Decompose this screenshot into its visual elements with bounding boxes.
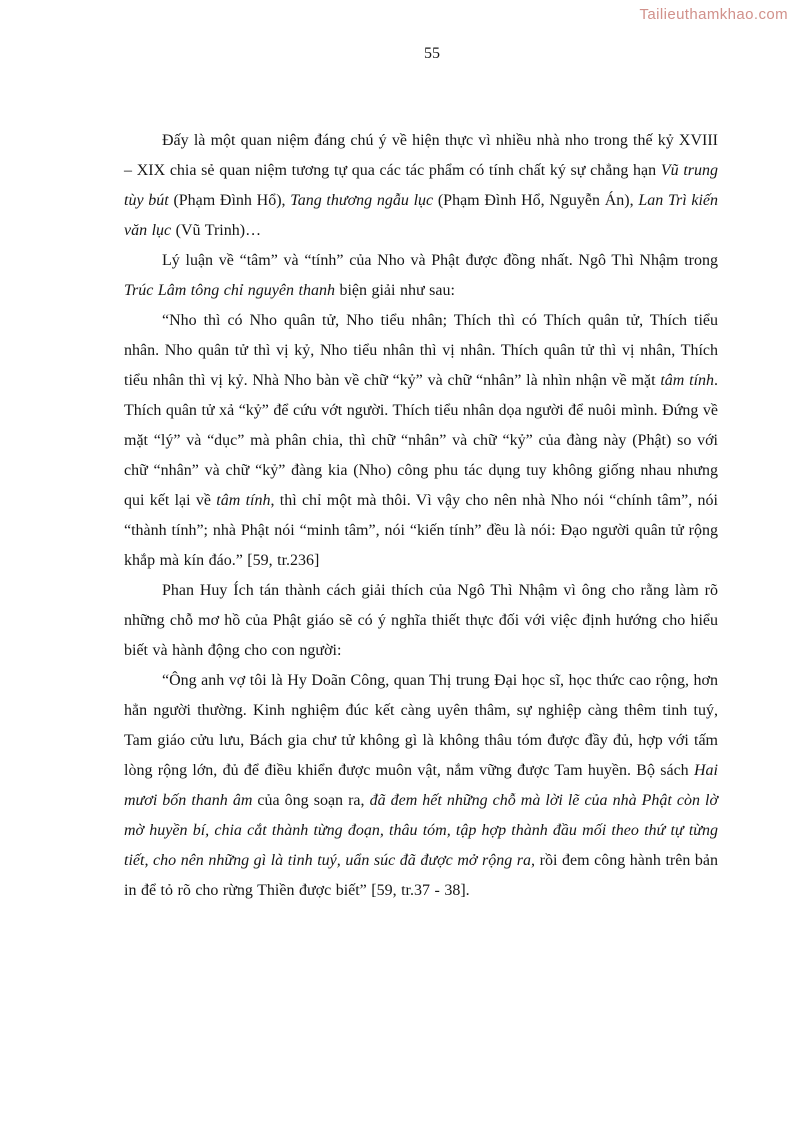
italic-text-run: Tang thương ngẫu lục	[290, 192, 434, 209]
text-run: Đấy là một quan niệm đáng chú ý về hiện thực vì nhiều nhà nho trong thế kỷ XVIII – XIX chia sẻ quan niệm tương tự qua các tác phẩm có tính chất ký sự chẳng hạn	[124, 132, 718, 179]
italic-text-run: Hai mươi bốn thanh âm	[124, 762, 718, 809]
italic-text-run: Trúc Lâm tông chỉ nguyên thanh	[124, 282, 335, 299]
italic-text-run: Lan Trì kiến văn lục	[124, 192, 719, 239]
paragraph	[124, 126, 718, 246]
text-run: (Phạm Đình Hổ),	[168, 192, 291, 209]
italic-text-run: tâm tính	[660, 372, 715, 389]
paragraph	[124, 666, 718, 906]
italic-text-run: đã đem hết những chỗ mà lời lẽ của nhà Phật còn lờ mờ huyền bí, chia cắt thành từng đoạn, thâu tóm, tập hợp thành đầu mối theo thứ tự từng tiết, cho nên những gì là tinh tuý, uẩn súc đã được mở rộng ra,	[124, 792, 719, 869]
italic-text-run: Vũ trung tùy bút	[124, 162, 718, 209]
paragraphs-container	[124, 126, 718, 906]
text-run: “Ông anh vợ tôi là Hy Doãn Công, quan Thị trung Đại học sĩ, học thức cao rộng, hơn hẳn người thường. Kinh nghiệm đúc kết càng uyên thâm, sự nghiệp càng thêm tinh tuý, Tam giáo cửu lưu, Bách gia chư tử không gì là không thâu tóm được đầy đủ, hợp với tấm lòng rộng lớn, đủ để điều khiển được muôn vật, nắm vững được Tam huyền. Bộ sách	[124, 672, 718, 779]
text-run: , thì chỉ một mà thôi. Vì vậy cho nên nhà Nho nói “chính tâm”, nói “thành tính”; nhà Phật nói “minh tâm”, nói “kiến tính” đều là nói: Đạo người quân tử rộng khắp mà kín đáo.” [59, tr.236]	[124, 492, 718, 569]
page-number: 55	[424, 45, 440, 62]
text-run: Phan Huy Ích tán thành cách giải thích của Ngô Thì Nhậm vì ông cho rằng làm rõ những chỗ mơ hồ của Phật giáo sẽ có ý nghĩa thiết thực đối với việc định hướng cho hiểu biết và hành động cho con người:	[124, 582, 718, 659]
italic-text-run: tâm tính	[216, 492, 271, 509]
text-run: . Thích quân tử xả “kỷ” để cứu vớt người. Thích tiểu nhân dọa người để nuôi mình. Đứng về mặt “lý” và “dục” mà phân chia, thì chữ “nhân” và chữ “kỷ” của đàng này (Phật) so với chữ “nhân” và chữ “kỷ” đàng kia (Nho) công phu tác dụng tuy không giống nhau nhưng qui kết lại về	[124, 372, 719, 509]
paragraph	[124, 306, 718, 576]
paragraph	[124, 246, 718, 306]
watermark-text: Tailieuthamkhao.com	[639, 6, 788, 23]
text-run: Lý luận về “tâm” và “tính” của Nho và Phật được đồng nhất. Ngô Thì Nhậm trong	[162, 252, 718, 269]
text-run: (Vũ Trinh)…	[171, 222, 262, 239]
text-run: “Nho thì có Nho quân tử, Nho tiểu nhân; Thích thì có Thích quân tử, Thích tiểu nhân. Nho quân tử thì vị kỷ, Nho tiểu nhân thì vị nhân. Thích quân tử thì vị nhân, Thích tiểu nhân thì vị kỷ. Nhà Nho bàn về chữ “kỷ” và chữ “nhân” là nhìn nhận về mặt	[124, 312, 718, 389]
text-run: (Phạm Đình Hổ, Nguyễn Án),	[433, 192, 639, 209]
text-run: của ông soạn ra,	[252, 792, 370, 809]
text-run: rồi đem công hành trên bản in để tỏ rõ cho rừng Thiền được biết” [59, tr.37 - 38].	[124, 852, 718, 899]
text-run: biện giải như sau:	[334, 282, 455, 299]
paragraph	[124, 576, 718, 666]
